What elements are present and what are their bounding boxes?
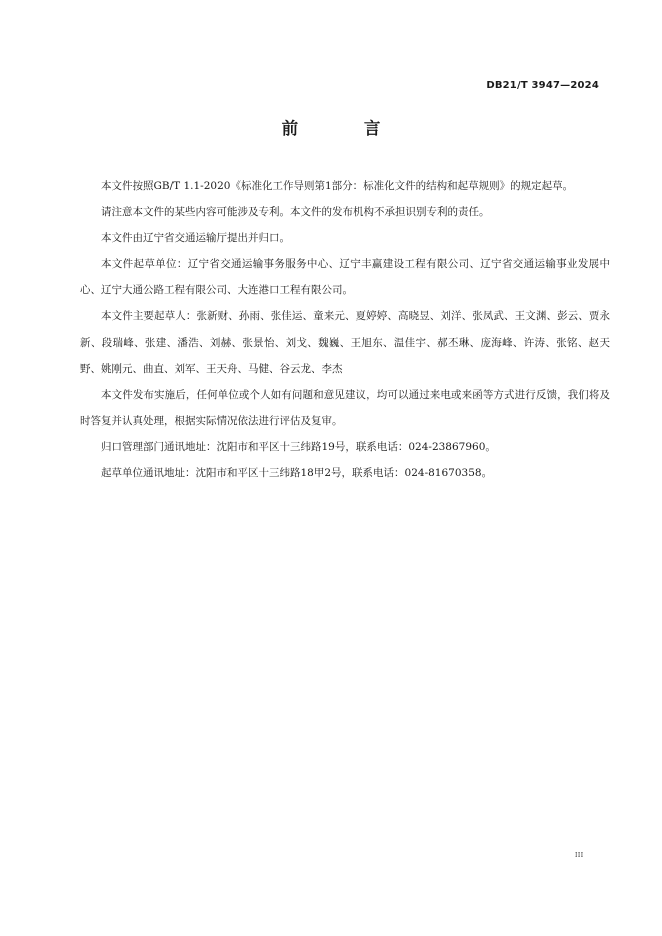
paragraph-drafter-address: 起草单位通讯地址：沈阳市和平区十三纬路18甲2号，联系电话：024-81670358。 [101,467,493,480]
paragraph-proposer: 本文件由辽宁省交通运输厅提出并归口。 [101,232,290,245]
paragraph-admin-address: 归口管理部门通讯地址：沈阳市和平区十三纬路19号，联系电话：024-23867960。 [101,440,496,453]
paragraph-drafters: 本文件主要起草人：张新财、孙雨、张佳运、童来元、夏婷婷、高晓昱、刘洋、张凤武、王文渊、彭云、贾永新、段瑞峰、张建、潘浩、刘赫、张景怡、刘戈、魏巍、王旭东、温佳宇、郝丕琳、庞海峰、许涛、张铭、赵天野、姚刚元、曲直、刘军、王天舟、马健、谷云龙、李杰 [80,310,610,375]
document-code: DB21/T 3947—2024 [486,80,599,91]
page-number: III [575,852,584,859]
paragraph-patent-notice: 请注意本文件的某些内容可能涉及专利。本文件的发布机构不承担识别专利的责任。 [101,206,490,219]
page-title: 前 言 [281,119,411,138]
paragraph-drafting-basis: 本文件按照GB/T 1.1-2020《标准化工作导则第1部分：标准化文件的结构和起草规则》的规定起草。 [101,180,574,192]
paragraph-drafting-units: 本文件起草单位：辽宁省交通运输事务服务中心、辽宁丰赢建设工程有限公司、辽宁省交通运输事业发展中心、辽宁大通公路工程有限公司、大连港口工程有限公司。 [80,258,610,297]
foreword-body [80,173,610,486]
paragraph-feedback: 本文件发布实施后，任何单位或个人如有问题和意见建议，均可以通过来电或来函等方式进行反馈，我们将及时答复并认真处理，根据实际情况依法进行评估及复审。 [80,388,610,427]
